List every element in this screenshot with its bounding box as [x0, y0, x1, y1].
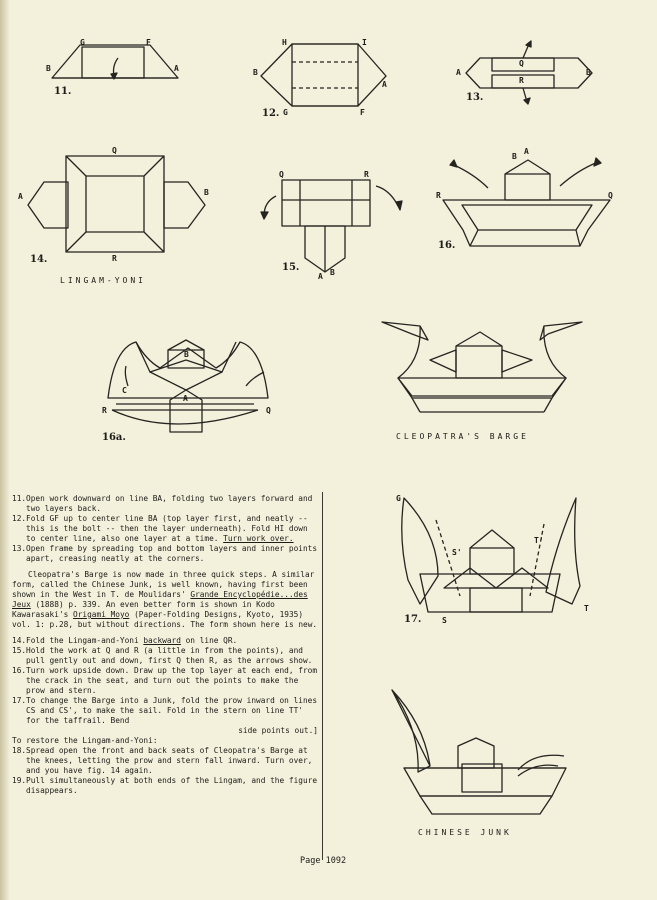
label-b-fig13: B	[586, 68, 591, 77]
label-q-fig16a: Q	[266, 406, 271, 415]
caption-cleopatras-barge: CLEOPATRA'S BARGE	[396, 432, 529, 441]
step-17: 17. To change the Barge into a Junk, fold the prow inward on lines CS and CS', to make the sail. Fold in the stern on line TT' for the taffrail. Bend	[12, 696, 318, 725]
label-q-fig16: Q	[608, 191, 613, 200]
label-r-fig13: R	[519, 76, 524, 85]
step-11: 11. Open work downward on line BA, folding two layers forward and two layers back.	[12, 494, 313, 513]
label-t: T	[584, 604, 589, 613]
chinese-junk-diagram	[392, 690, 566, 814]
step-15: 15. Hold the work at Q and R (a little in from the points), and pull gently out and down, first Q then R, as the arrows show.	[12, 646, 313, 665]
step-16: 16. Turn work upside down. Draw up the top layer at each end, from the crack in the seat, and turn out the points to make the prow and stern.	[12, 666, 318, 695]
instruction-text	[12, 494, 318, 796]
label-a-fig16a: A	[183, 394, 188, 403]
label-f-fig12: F	[360, 108, 365, 117]
label-f-fig11: F	[146, 38, 151, 47]
figure-14-diagram	[28, 156, 205, 252]
figure-16-diagram	[443, 158, 610, 246]
step-13: 13. Open frame by spreading top and bottom layers and inner points apart, creasing neatly at the corners.	[12, 544, 318, 563]
label-b-fig14: B	[204, 188, 209, 197]
label-q-fig15: Q	[279, 170, 284, 179]
label-i: I	[362, 38, 367, 47]
page-number: Page 1092	[300, 856, 347, 866]
step-19: 19. Pull simultaneously at both ends of the Lingam, and the figure disappears.	[12, 776, 318, 795]
label-a-fig15: A	[318, 272, 323, 281]
caption-chinese-junk: CHINESE JUNK	[418, 828, 512, 837]
label-b-fig12: B	[253, 68, 258, 77]
step-18: 18. Spread open the front and back seats of Cleopatra's Barge at the knees, letting the prow and stern fall inward. Turn over, and you have fig. 14 again.	[12, 746, 313, 775]
label-b-fig16: B	[512, 152, 517, 161]
figure-13-number: 13.	[466, 92, 484, 103]
label-g-fig11: G	[80, 38, 85, 47]
figure-14-number: 14.	[30, 254, 48, 265]
figure-17-number: 17.	[404, 614, 422, 625]
figure-16a-number: 16a.	[102, 432, 126, 443]
figure-13-diagram	[466, 41, 592, 104]
label-s: S	[442, 616, 447, 625]
figure-11-number: 11.	[54, 86, 72, 97]
figure-15-diagram	[261, 180, 402, 272]
figure-15-number: 15.	[282, 262, 300, 273]
figure-17-diagram	[402, 498, 580, 612]
restore-heading: To restore the Lingam-and-Yoni:	[12, 736, 158, 745]
label-s-prime: S'	[452, 548, 462, 557]
cleopatra-paragraph: Cleopatra's Barge is now made in three quick steps. A similar form, called the Chinese Junk, is well known, having first been shown in the West in T. de Moulidars' Grande Encyclopédie...des Jeux (1888) p. 339. An even better form is shown in Kodo Kawarasaki's Origami Moyo (Paper-Folding Designs, Kyoto, 1935) vol. 1: p.28, but without directions. The form shown here is new.	[12, 570, 318, 629]
label-c-fig16a: C	[122, 386, 127, 395]
figure-12-diagram	[261, 44, 386, 106]
label-a-fig12: A	[382, 80, 387, 89]
column-divider	[322, 492, 323, 860]
step-17-tail: side points out.]	[238, 726, 318, 735]
label-b-fig11: B	[46, 64, 51, 73]
label-t-prime: T'	[534, 536, 544, 545]
label-b-fig16a: B	[184, 350, 189, 359]
label-q-fig13: Q	[519, 59, 524, 68]
step-14: 14. Fold the Lingam-and-Yoni backward on line QR.	[12, 636, 238, 645]
label-r-fig15: R	[364, 170, 369, 179]
label-a-fig13: A	[456, 68, 461, 77]
label-g-fig12: G	[283, 108, 288, 117]
caption-lingam-yoni: LINGAM-YONI	[60, 276, 146, 285]
label-h: H	[282, 38, 287, 47]
figure-11-diagram	[52, 45, 178, 79]
label-r-fig16: R	[436, 191, 441, 200]
label-a-fig11: A	[174, 64, 179, 73]
cleopatras-barge-diagram	[382, 322, 582, 412]
label-a-fig14: A	[18, 192, 23, 201]
label-r-fig16a: R	[102, 406, 107, 415]
label-b-fig15: B	[330, 268, 335, 277]
step-12: 12. Fold GF up to center line BA (top layer first, and neatly -- this is the bolt -- then the layer underneath). Fold HI down to center line, also one layer at a time. Turn work over.	[12, 514, 308, 543]
label-g-fig17: G	[396, 494, 401, 503]
label-r-fig14: R	[112, 254, 117, 263]
figure-12-number: 12.	[262, 108, 280, 119]
label-a-fig16: A	[524, 147, 529, 156]
label-q-fig14: Q	[112, 146, 117, 155]
figure-16-number: 16.	[438, 240, 456, 251]
